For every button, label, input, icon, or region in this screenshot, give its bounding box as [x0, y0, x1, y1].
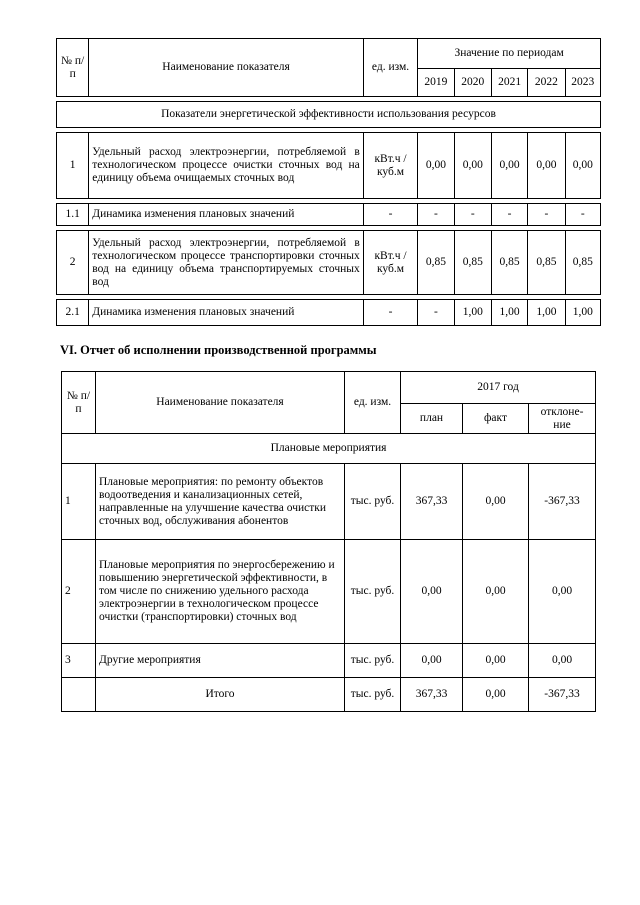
header-num: № п/п — [57, 39, 89, 97]
header-year: 2019 — [418, 69, 454, 97]
row-unit: - — [363, 204, 417, 226]
table-row — [62, 644, 596, 678]
row-name: Другие мероприятия — [96, 644, 345, 678]
header-name: Наименование показателя — [96, 372, 345, 434]
row-value: - — [528, 204, 565, 226]
total-label: Итого — [96, 678, 345, 712]
total-num — [62, 678, 96, 712]
row-value: 0,00 — [418, 133, 454, 199]
row-value: 0,85 — [418, 231, 454, 295]
row-name: Динамика изменения плановых значений — [89, 300, 364, 326]
row-num: 3 — [62, 644, 96, 678]
table-row — [57, 300, 601, 326]
row-value: - — [454, 204, 491, 226]
row-value: - — [418, 204, 454, 226]
header-unit: ед. изм. — [345, 372, 401, 434]
row-unit: кВт.ч / куб.м — [363, 133, 417, 199]
energy-efficiency-table — [56, 38, 601, 326]
total-unit: тыс. руб. — [345, 678, 401, 712]
row-value: 0,00 — [528, 133, 565, 199]
row-value: 0,85 — [454, 231, 491, 295]
row-num: 2 — [57, 231, 89, 295]
header-year: 2021 — [491, 69, 527, 97]
row-value: 0,85 — [528, 231, 565, 295]
header-year: 2017 год — [401, 372, 596, 404]
header-deviation: отклоне-ние — [529, 404, 596, 434]
header-name: Наименование показателя — [89, 39, 364, 97]
row-value: 0,00 — [565, 133, 600, 199]
row-unit: тыс. руб. — [345, 540, 401, 644]
row-value: 0,00 — [454, 133, 491, 199]
total-plan: 367,33 — [401, 678, 463, 712]
row-num: 1 — [57, 133, 89, 199]
row-plan: 367,33 — [401, 464, 463, 540]
row-value: 0,85 — [491, 231, 527, 295]
row-name: Плановые мероприятия по энергосбережению и повышению энергетической эффективности, в том числе по снижению удельного расхода электроэнергии в технологическом процессе очистки (транспортировки) сточных вод — [96, 540, 345, 644]
row-num: 2.1 — [57, 300, 89, 326]
table-row — [57, 204, 601, 226]
row-plan: 0,00 — [401, 540, 463, 644]
row-deviation: 0,00 — [529, 540, 596, 644]
section-title: Плановые мероприятия — [62, 434, 596, 464]
header-plan: план — [401, 404, 463, 434]
table-row — [62, 464, 596, 540]
row-deviation: 0,00 — [529, 644, 596, 678]
row-name: Динамика изменения плановых значений — [89, 204, 364, 226]
row-fact: 0,00 — [463, 540, 529, 644]
row-value: 1,00 — [565, 300, 600, 326]
row-name: Плановые мероприятия: по ремонту объектов водоотведения и канализационных сетей, направленные на улучшение качества очистки сточных вод, обслуживания абонентов — [96, 464, 345, 540]
row-fact: 0,00 — [463, 644, 529, 678]
program-execution-table — [61, 371, 596, 712]
header-periods: Значение по периодам — [418, 39, 601, 69]
row-value: - — [418, 300, 454, 326]
header-year: 2022 — [528, 69, 565, 97]
row-plan: 0,00 — [401, 644, 463, 678]
total-fact: 0,00 — [463, 678, 529, 712]
section-title: Показатели энергетической эффективности использования ресурсов — [57, 102, 601, 128]
row-num: 2 — [62, 540, 96, 644]
row-name: Удельный расход электроэнергии, потребляемой в технологическом процессе очистки сточных вод на единицу объема очищаемых сточных вод — [89, 133, 364, 199]
row-unit: - — [363, 300, 417, 326]
table-row — [57, 133, 601, 199]
section-heading: VI. Отчет об исполнении производственной программы — [60, 343, 377, 357]
row-unit: тыс. руб. — [345, 464, 401, 540]
row-value: - — [491, 204, 527, 226]
table-row — [62, 540, 596, 644]
row-fact: 0,00 — [463, 464, 529, 540]
row-num: 1.1 — [57, 204, 89, 226]
row-num: 1 — [62, 464, 96, 540]
row-unit: тыс. руб. — [345, 644, 401, 678]
row-value: - — [565, 204, 600, 226]
row-name: Удельный расход электроэнергии, потребляемой в технологическом процессе транспортировки сточных вод на единицу объема транспортируемых сточных вод — [89, 231, 364, 295]
row-value: 1,00 — [491, 300, 527, 326]
header-num: № п/п — [62, 372, 96, 434]
header-year: 2020 — [454, 69, 491, 97]
total-deviation: -367,33 — [529, 678, 596, 712]
row-value: 0,00 — [491, 133, 527, 199]
table-row — [57, 231, 601, 295]
total-row — [62, 678, 596, 712]
row-value: 0,85 — [565, 231, 600, 295]
header-year: 2023 — [565, 69, 600, 97]
row-value: 1,00 — [454, 300, 491, 326]
row-unit: кВт.ч / куб.м — [363, 231, 417, 295]
row-deviation: -367,33 — [529, 464, 596, 540]
row-value: 1,00 — [528, 300, 565, 326]
header-fact: факт — [463, 404, 529, 434]
header-unit: ед. изм. — [363, 39, 417, 97]
